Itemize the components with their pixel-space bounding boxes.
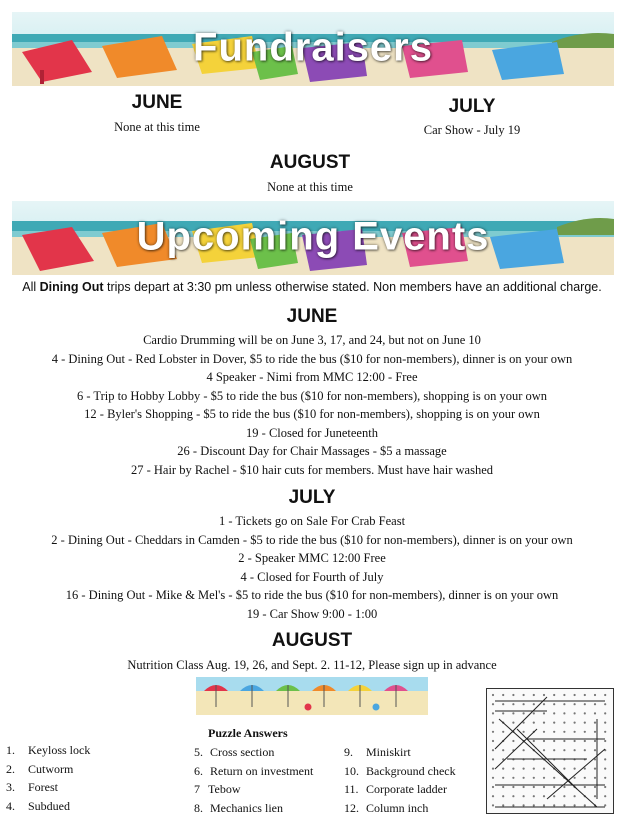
grid-letter [523, 804, 525, 806]
word-search-lines [487, 689, 613, 813]
fundraisers-june-note: None at this time [114, 120, 200, 134]
grid-letter [574, 703, 576, 705]
grid-letter [604, 768, 606, 770]
grid-letter [553, 722, 555, 724]
grid-letter [492, 712, 494, 714]
grid-letter [502, 768, 504, 770]
list-item: 2 - Dining Out - Cheddars in Camden - $5 to ride the bus ($10 for non-members), dinner is on your own [51, 532, 573, 547]
grid-letter [584, 722, 586, 724]
grid-letter [563, 731, 565, 733]
grid-letter [604, 740, 606, 742]
list-item: 19 - Car Show 9:00 - 1:00 [246, 606, 378, 621]
grid-letter [523, 694, 525, 696]
grid-letter [574, 712, 576, 714]
list-item: 4. Subdued [6, 799, 70, 814]
grid-letter [523, 703, 525, 705]
fundraisers-july-title: JULY [448, 96, 496, 117]
grid-letter [533, 768, 535, 770]
grid-letter [502, 703, 504, 705]
grid-letter [594, 731, 596, 733]
grid-letter [574, 795, 576, 797]
list-item: 16 - Dining Out - Mike & Mel's - $5 to ride the bus ($10 for non-members), dinner is on your own [65, 588, 559, 602]
grid-letter [512, 804, 514, 806]
grid-letter [563, 740, 565, 742]
intro-post: trips depart at 3:30 pm unless otherwise stated. Non members have an additional charge. [103, 280, 602, 294]
grid-letter [492, 740, 494, 742]
grid-letter [512, 703, 514, 705]
grid-letter [533, 740, 535, 742]
grid-letter [574, 722, 576, 724]
grid-letter [512, 694, 514, 696]
fundraisers-august-title: AUGUST [269, 152, 351, 173]
grid-letter [563, 795, 565, 797]
grid-letter [604, 758, 606, 760]
list-item: 27 - Hair by Rachel - $10 hair cuts for members. Must have hair washed [130, 462, 494, 477]
grid-letter [502, 694, 504, 696]
grid-letter [533, 712, 535, 714]
grid-letter [574, 694, 576, 696]
list-item: 11. Corporate ladder [344, 782, 447, 797]
list-item: 19 - Closed for Juneteenth [246, 425, 378, 440]
grid-letter [574, 731, 576, 733]
grid-letter [512, 712, 514, 714]
grid-letter [502, 712, 504, 714]
beach-ball-icon [305, 704, 312, 711]
events-title: Upcoming Events [136, 214, 490, 259]
grid-letter [492, 777, 494, 779]
grid-letter [492, 694, 494, 696]
grid-letter [492, 804, 494, 806]
grid-letter [584, 768, 586, 770]
grid-letter [492, 786, 494, 788]
list-item: 3. Forest [6, 780, 58, 795]
answer-stroke [499, 719, 597, 807]
dining-out-note [0, 280, 624, 294]
grid-letter [553, 703, 555, 705]
grid-letter [543, 740, 545, 742]
grid-letter [512, 768, 514, 770]
grid-letter [543, 694, 545, 696]
grid-letter [543, 777, 545, 779]
grid-letter [604, 703, 606, 705]
word-search-grid [486, 688, 614, 814]
grid-letter [533, 777, 535, 779]
events-june-title: JUNE [286, 306, 338, 327]
grid-letter [584, 731, 586, 733]
grid-letter [533, 795, 535, 797]
grid-letter [543, 731, 545, 733]
grid-letter [502, 795, 504, 797]
grid-letter [574, 777, 576, 779]
grid-letter [563, 694, 565, 696]
grid-letter [533, 804, 535, 806]
list-item: 6 - Trip to Hobby Lobby - $5 to ride the bus ($10 for non-members), shopping is on your own [76, 388, 548, 403]
grid-letter [512, 740, 514, 742]
events-july-title: JULY [288, 487, 336, 508]
answer-stroke [495, 729, 537, 769]
list-item: 2 - Speaker MMC 12:00 Free [238, 551, 386, 565]
grid-letter [543, 795, 545, 797]
grid-letter [574, 768, 576, 770]
grid-letter [563, 749, 565, 751]
intro-pre: All [22, 280, 40, 294]
grid-letter [553, 777, 555, 779]
grid-letter [523, 786, 525, 788]
list-item: 7 Tebow [194, 782, 241, 797]
grid-letter [523, 795, 525, 797]
grid-letter [523, 768, 525, 770]
grid-letter [543, 804, 545, 806]
grid-letter [543, 768, 545, 770]
fundraisers-june-title: JUNE [131, 92, 183, 113]
grid-letter [594, 777, 596, 779]
grid-letter [543, 722, 545, 724]
grid-letter [502, 749, 504, 751]
answer-stroke [547, 749, 605, 799]
grid-letter [584, 749, 586, 751]
events-june-list [0, 331, 624, 479]
grid-letter [574, 740, 576, 742]
fundraisers-banner [12, 12, 614, 86]
list-item: 5. Cross section [194, 745, 275, 759]
grid-letter [543, 703, 545, 705]
grid-letter [594, 694, 596, 696]
grid-letter [533, 786, 535, 788]
beach-ball-icon [373, 704, 380, 711]
grid-letter [604, 777, 606, 779]
answers-column-3 [344, 743, 456, 818]
grid-letter [563, 722, 565, 724]
grid-letter [553, 804, 555, 806]
fundraisers-title: Fundraisers [193, 25, 433, 70]
grid-letter [563, 786, 565, 788]
grid-letter [553, 786, 555, 788]
grid-letter [594, 749, 596, 751]
grid-letter [523, 749, 525, 751]
grid-letter [523, 712, 525, 714]
list-item: 4 Speaker - Nimi from MMC 12:00 - Free [206, 370, 418, 384]
grid-letter [584, 712, 586, 714]
list-item: Nutrition Class Aug. 19, 26, and Sept. 2. 11-12, Please sign up in advance [127, 658, 497, 672]
grid-letter [512, 777, 514, 779]
grid-letter [492, 795, 494, 797]
events-august-title: AUGUST [271, 630, 353, 651]
grid-letter [584, 786, 586, 788]
grid-letter [604, 722, 606, 724]
grid-letter [543, 749, 545, 751]
grid-letter [553, 712, 555, 714]
grid-letter [594, 786, 596, 788]
list-item: Cardio Drumming will be on June 3, 17, and 24, but not on June 10 [143, 333, 481, 347]
grid-letter [594, 740, 596, 742]
grid-letter [553, 749, 555, 751]
grid-letter [533, 703, 535, 705]
grid-letter [594, 795, 596, 797]
grid-letter [543, 712, 545, 714]
intro-bold: Dining Out [39, 280, 104, 294]
grid-letter [594, 712, 596, 714]
list-item: 6. Return on investment [194, 763, 314, 778]
list-item: 4 - Closed for Fourth of July [240, 569, 384, 584]
list-item: 4 - Dining Out - Red Lobster in Dover, $5 to ride the bus ($10 for non-members), dinner is on your own [51, 351, 573, 366]
events-banner [12, 201, 614, 275]
grid-letter [594, 768, 596, 770]
grid-letter [584, 804, 586, 806]
grid-letter [584, 777, 586, 779]
grid-letter [523, 777, 525, 779]
list-item: 12 - Byler's Shopping - $5 to ride the bus ($10 for non-members), shopping is on your own [84, 407, 540, 421]
grid-letter [574, 749, 576, 751]
list-item: 1. Keyloss lock [6, 743, 91, 757]
grid-letter [502, 786, 504, 788]
list-item: 2. Cutworm [6, 761, 74, 776]
grid-letter [604, 786, 606, 788]
grid-letter [553, 740, 555, 742]
grid-letter [604, 694, 606, 696]
grid-letter [553, 795, 555, 797]
beach-umbrellas-image [196, 677, 428, 715]
grid-letter [563, 768, 565, 770]
grid-letter [604, 795, 606, 797]
list-item: 26 - Discount Day for Chair Massages - $5 a massage [177, 444, 447, 458]
puzzle-answers-title: Puzzle Answers [208, 726, 288, 740]
grid-letter [502, 804, 504, 806]
grid-letter [523, 731, 525, 733]
grid-letter [533, 694, 535, 696]
grid-letter [512, 795, 514, 797]
grid-letter [492, 703, 494, 705]
answers-column-2 [194, 743, 313, 818]
grid-letter [492, 731, 494, 733]
grid-letter [563, 703, 565, 705]
events-august-list [0, 656, 624, 675]
grid-letter [502, 731, 504, 733]
grid-letter [594, 722, 596, 724]
list-item: 1 - Tickets go on Sale For Crab Feast [218, 514, 406, 528]
grid-letter [533, 722, 535, 724]
grid-letter [553, 731, 555, 733]
grid-letter [574, 804, 576, 806]
grid-letter [604, 731, 606, 733]
fundraisers-august-note: None at this time [267, 180, 353, 194]
grid-letter [604, 712, 606, 714]
grid-letter [584, 740, 586, 742]
grid-letter [584, 703, 586, 705]
fundraisers-july-note: Car Show - July 19 [423, 123, 521, 137]
grid-letter [502, 777, 504, 779]
grid-letter [492, 749, 494, 751]
grid-letter [492, 768, 494, 770]
list-item: 12. Column inch [344, 801, 429, 816]
list-item: 10. Background check [344, 763, 456, 778]
events-july-list [0, 512, 624, 623]
answers-column-1 [6, 741, 90, 816]
grid-letter [543, 786, 545, 788]
grid-letter [563, 804, 565, 806]
list-item: 8. Mechanics lien [194, 801, 283, 816]
grid-letter [492, 722, 494, 724]
list-item: 9. Miniskirt [344, 745, 411, 759]
grid-letter [594, 703, 596, 705]
grid-letter [512, 786, 514, 788]
grid-letter [604, 804, 606, 806]
grid-letter [492, 758, 494, 760]
grid-letter [584, 694, 586, 696]
grid-letter [512, 722, 514, 724]
grid-letter [563, 712, 565, 714]
grid-letter [553, 694, 555, 696]
